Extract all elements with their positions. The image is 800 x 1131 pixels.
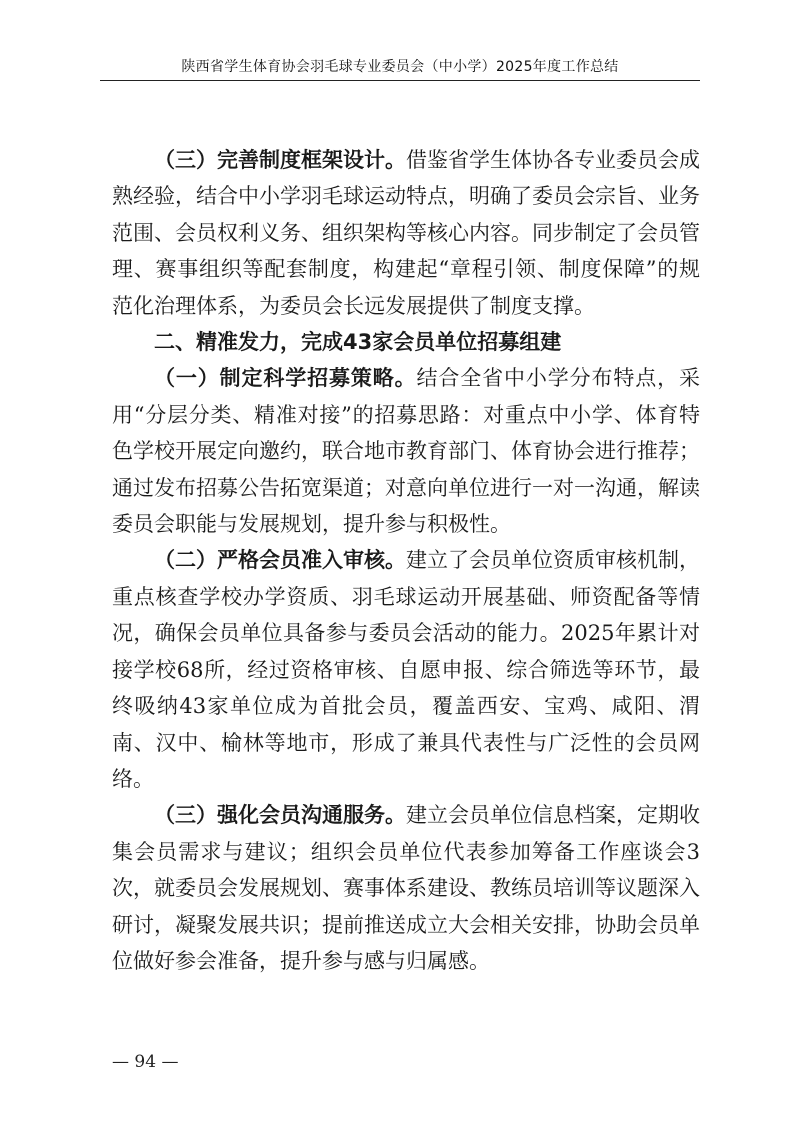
header-divider xyxy=(100,80,700,81)
section-heading: 二、精准发力，完成43家会员单位招募组建 xyxy=(154,330,562,355)
paragraph-member-service xyxy=(112,797,700,979)
paragraph-recruit-strategy xyxy=(112,360,700,542)
paragraph-lead: （三）强化会员沟通服务。 xyxy=(154,803,406,828)
page-number: — 94 — xyxy=(112,1052,179,1072)
paragraph-lead: （一）制定科学招募策略。 xyxy=(154,366,417,391)
running-header: 陕西省学生体育协会羽毛球专业委员会（中小学）2025年度工作总结 xyxy=(181,59,619,75)
paragraph-member-review xyxy=(112,542,700,797)
paragraph-lead: （二）严格会员准入审核。 xyxy=(154,548,406,573)
paragraph-text: 建立会员单位信息档案，定期收集会员需求与建议；组织会员单位代表参加筹备工作座谈会3次，就委员会发展规划、赛事体系建设、教练员培训等议题深入研讨，凝聚发展共识；提前推送成立大会相关安排，协助会员单位做好参会准备，提升参与感与归属感。 xyxy=(112,803,700,973)
paragraph-text: 结合全省中小学分布特点，采用“分层分类、精准对接”的招募思路：对重点中小学、体育特色学校开展定向邀约，联合地市教育部门、体育协会进行推荐；通过发布招募公告拓宽渠道；对意向单位进行一对一沟通，解读委员会职能与发展规划，提升参与积极性。 xyxy=(112,366,700,537)
paragraph-text: 建立了会员单位资质审核机制，重点核查学校办学资质、羽毛球运动开展基础、师资配备等情况，确保会员单位具备参与委员会活动的能力。2025年累计对接学校68所，经过资格审核、自愿申报、综合筛选等环节，最终吸纳43家单位成为首批会员，覆盖西安、宝鸡、咸阳、渭南、汉中、榆林等地市，形成了兼具代表性与广泛性的会员网络。 xyxy=(112,548,700,791)
document-body xyxy=(112,142,700,979)
paragraph-text: 借鉴省学生体协各专业委员会成熟经验，结合中小学羽毛球运动特点，明确了委员会宗旨、业务范围、会员权利义务、组织架构等核心内容。同步制定了会员管理、赛事组织等配套制度，构建起“章程引领、制度保障”的规范化治理体系，为委员会长远发展提供了制度支撑。 xyxy=(112,148,700,318)
paragraph-lead: （三）完善制度框架设计。 xyxy=(154,148,406,172)
paragraph-improve-framework xyxy=(112,142,700,324)
